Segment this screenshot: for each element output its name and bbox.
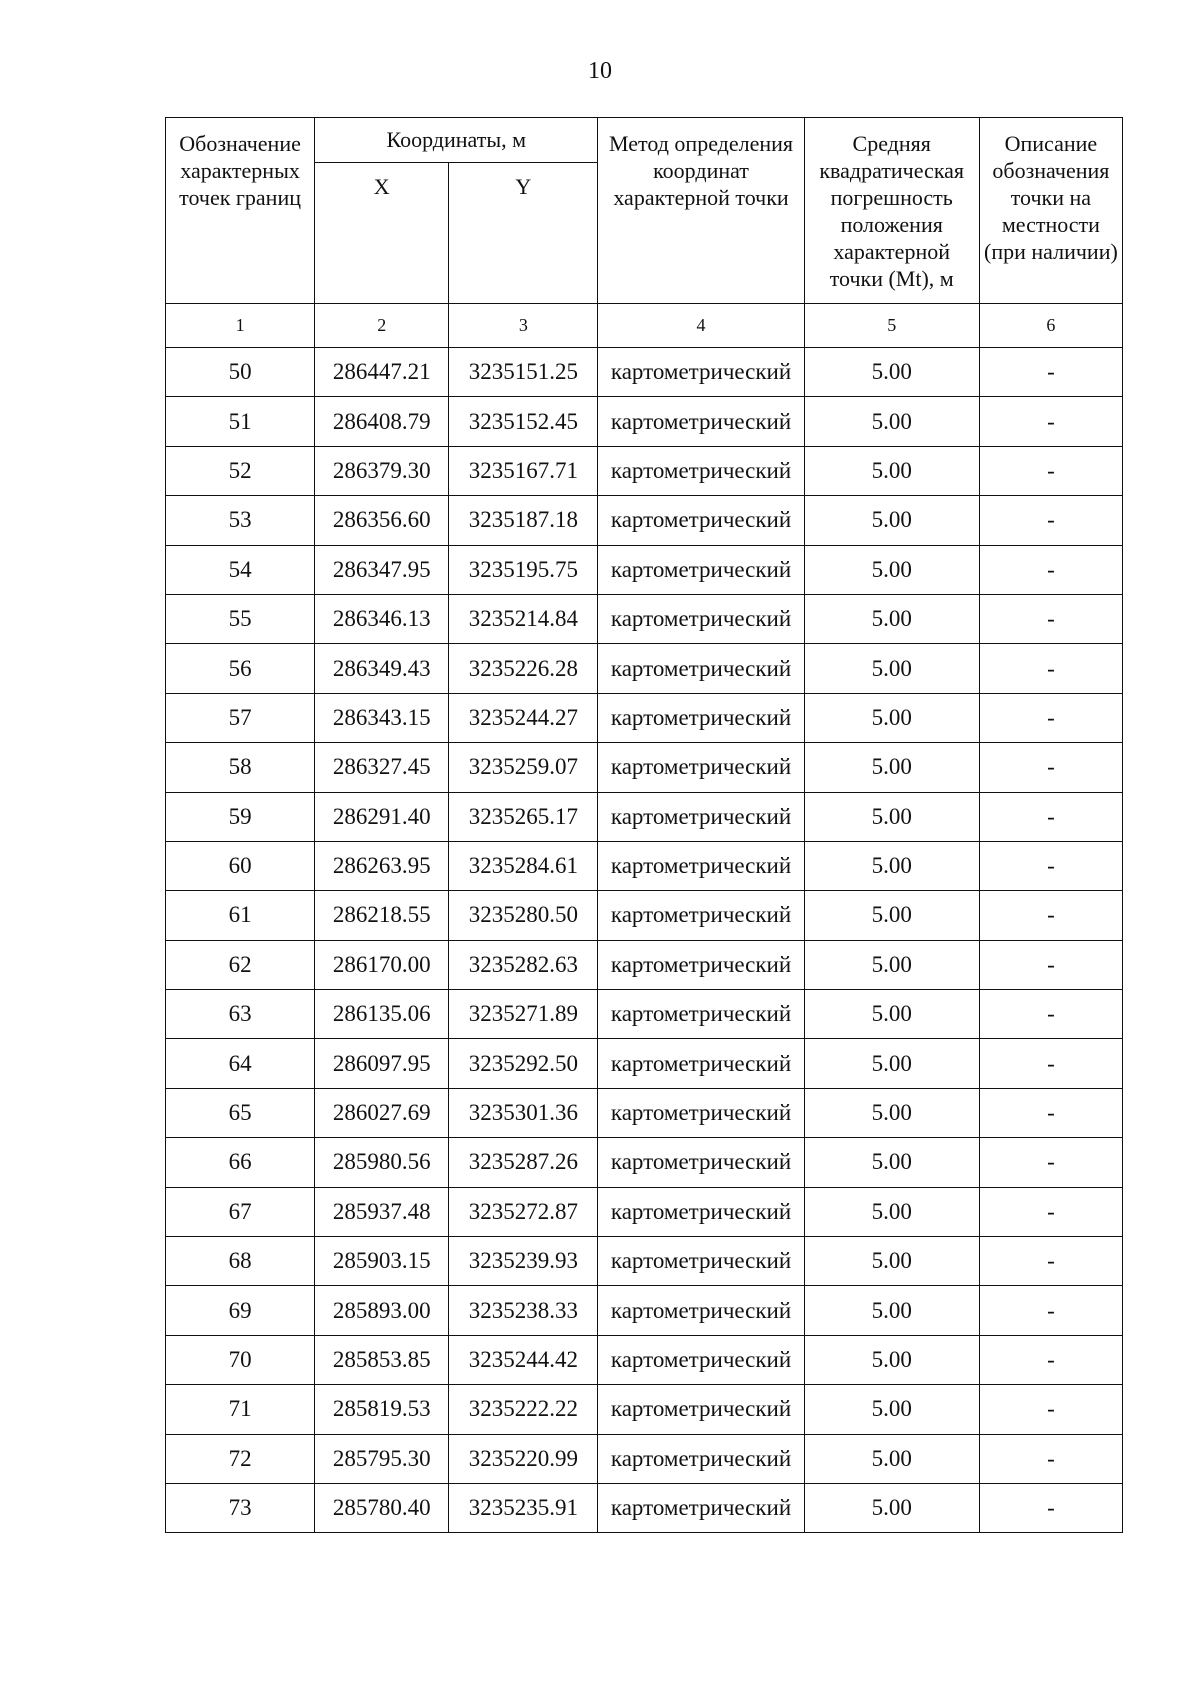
point-number-cell: 57	[166, 693, 315, 742]
error-cell: 5.00	[804, 1335, 979, 1384]
error-cell: 5.00	[804, 397, 979, 446]
table-row	[166, 594, 1123, 643]
x-coordinate-cell: 286218.55	[315, 891, 449, 940]
method-cell: картометрический	[598, 693, 804, 742]
header-error: Средняя квадратическая погрешность положения характерной точки (Mt), м	[804, 118, 979, 304]
error-cell: 5.00	[804, 545, 979, 594]
error-cell: 5.00	[804, 792, 979, 841]
description-cell: -	[979, 545, 1122, 594]
y-coordinate-cell: 3235280.50	[449, 891, 598, 940]
method-cell: картометрический	[598, 1039, 804, 1088]
error-cell: 5.00	[804, 841, 979, 890]
point-number-cell: 73	[166, 1483, 315, 1532]
description-cell: -	[979, 348, 1122, 397]
method-cell: картометрический	[598, 1237, 804, 1286]
y-coordinate-cell: 3235271.89	[449, 990, 598, 1039]
x-coordinate-cell: 286170.00	[315, 940, 449, 989]
method-cell: картометрический	[598, 891, 804, 940]
point-number-cell: 72	[166, 1434, 315, 1483]
header-method: Метод определения координат характерной точки	[598, 118, 804, 304]
table-header	[166, 118, 1123, 304]
description-cell: -	[979, 1483, 1122, 1532]
error-cell: 5.00	[804, 1187, 979, 1236]
x-coordinate-cell: 286346.13	[315, 594, 449, 643]
table-row	[166, 1039, 1123, 1088]
y-coordinate-cell: 3235167.71	[449, 446, 598, 495]
method-cell: картометрический	[598, 841, 804, 890]
point-number-cell: 68	[166, 1237, 315, 1286]
x-coordinate-cell: 286291.40	[315, 792, 449, 841]
y-coordinate-cell: 3235222.22	[449, 1385, 598, 1434]
method-cell: картометрический	[598, 1187, 804, 1236]
coordinates-table-wrapper	[165, 117, 1123, 1533]
error-cell: 5.00	[804, 990, 979, 1039]
description-cell: -	[979, 1039, 1122, 1088]
x-coordinate-cell: 285819.53	[315, 1385, 449, 1434]
description-cell: -	[979, 792, 1122, 841]
point-number-cell: 64	[166, 1039, 315, 1088]
table-row	[166, 990, 1123, 1039]
description-cell: -	[979, 1088, 1122, 1137]
y-coordinate-cell: 3235151.25	[449, 348, 598, 397]
y-coordinate-cell: 3235220.99	[449, 1434, 598, 1483]
point-number-cell: 69	[166, 1286, 315, 1335]
error-cell: 5.00	[804, 348, 979, 397]
table-row	[166, 1335, 1123, 1384]
column-number-cell: 5	[804, 304, 979, 348]
x-coordinate-cell: 285780.40	[315, 1483, 449, 1532]
error-cell: 5.00	[804, 891, 979, 940]
x-coordinate-cell: 286379.30	[315, 446, 449, 495]
table-row	[166, 397, 1123, 446]
error-cell: 5.00	[804, 693, 979, 742]
error-cell: 5.00	[804, 743, 979, 792]
method-cell: картометрический	[598, 644, 804, 693]
method-cell: картометрический	[598, 594, 804, 643]
error-cell: 5.00	[804, 644, 979, 693]
y-coordinate-cell: 3235265.17	[449, 792, 598, 841]
point-number-cell: 61	[166, 891, 315, 940]
header-description: Описание обозначения точки на местности (при наличии)	[979, 118, 1122, 304]
header-point-designation: Обозначение характерных точек границ	[166, 118, 315, 304]
x-coordinate-cell: 286343.15	[315, 693, 449, 742]
x-coordinate-cell: 286447.21	[315, 348, 449, 397]
description-cell: -	[979, 1286, 1122, 1335]
column-number-cell: 2	[315, 304, 449, 348]
coordinates-table	[165, 117, 1123, 1533]
method-cell: картометрический	[598, 1335, 804, 1384]
error-cell: 5.00	[804, 940, 979, 989]
method-cell: картометрический	[598, 348, 804, 397]
header-y: Y	[449, 163, 598, 304]
table-row	[166, 1434, 1123, 1483]
x-coordinate-cell: 286097.95	[315, 1039, 449, 1088]
column-number-cell: 1	[166, 304, 315, 348]
method-cell: картометрический	[598, 940, 804, 989]
x-coordinate-cell: 285795.30	[315, 1434, 449, 1483]
x-coordinate-cell: 285980.56	[315, 1138, 449, 1187]
error-cell: 5.00	[804, 1385, 979, 1434]
table-body	[166, 304, 1123, 1533]
table-row	[166, 446, 1123, 495]
description-cell: -	[979, 1138, 1122, 1187]
point-number-cell: 50	[166, 348, 315, 397]
y-coordinate-cell: 3235287.26	[449, 1138, 598, 1187]
y-coordinate-cell: 3235187.18	[449, 496, 598, 545]
y-coordinate-cell: 3235284.61	[449, 841, 598, 890]
method-cell: картометрический	[598, 397, 804, 446]
description-cell: -	[979, 1187, 1122, 1236]
description-cell: -	[979, 1385, 1122, 1434]
y-coordinate-cell: 3235244.27	[449, 693, 598, 742]
description-cell: -	[979, 891, 1122, 940]
y-coordinate-cell: 3235235.91	[449, 1483, 598, 1532]
error-cell: 5.00	[804, 594, 979, 643]
x-coordinate-cell: 286263.95	[315, 841, 449, 890]
method-cell: картометрический	[598, 990, 804, 1039]
point-number-cell: 71	[166, 1385, 315, 1434]
error-cell: 5.00	[804, 1286, 979, 1335]
y-coordinate-cell: 3235152.45	[449, 397, 598, 446]
description-cell: -	[979, 1237, 1122, 1286]
error-cell: 5.00	[804, 1088, 979, 1137]
x-coordinate-cell: 285893.00	[315, 1286, 449, 1335]
point-number-cell: 66	[166, 1138, 315, 1187]
point-number-cell: 56	[166, 644, 315, 693]
header-coordinates: Координаты, м	[315, 118, 598, 163]
column-number-row	[166, 304, 1123, 348]
method-cell: картометрический	[598, 1088, 804, 1137]
method-cell: картометрический	[598, 446, 804, 495]
description-cell: -	[979, 1335, 1122, 1384]
point-number-cell: 65	[166, 1088, 315, 1137]
description-cell: -	[979, 841, 1122, 890]
point-number-cell: 70	[166, 1335, 315, 1384]
header-x: X	[315, 163, 449, 304]
point-number-cell: 63	[166, 990, 315, 1039]
table-row	[166, 891, 1123, 940]
y-coordinate-cell: 3235272.87	[449, 1187, 598, 1236]
x-coordinate-cell: 286027.69	[315, 1088, 449, 1137]
table-row	[166, 1138, 1123, 1187]
table-row	[166, 644, 1123, 693]
table-row	[166, 1088, 1123, 1137]
y-coordinate-cell: 3235244.42	[449, 1335, 598, 1384]
table-row	[166, 1237, 1123, 1286]
description-cell: -	[979, 990, 1122, 1039]
y-coordinate-cell: 3235226.28	[449, 644, 598, 693]
y-coordinate-cell: 3235214.84	[449, 594, 598, 643]
point-number-cell: 55	[166, 594, 315, 643]
description-cell: -	[979, 446, 1122, 495]
column-number-cell: 6	[979, 304, 1122, 348]
method-cell: картометрический	[598, 743, 804, 792]
y-coordinate-cell: 3235282.63	[449, 940, 598, 989]
method-cell: картометрический	[598, 1286, 804, 1335]
x-coordinate-cell: 286408.79	[315, 397, 449, 446]
table-row	[166, 743, 1123, 792]
point-number-cell: 51	[166, 397, 315, 446]
error-cell: 5.00	[804, 1039, 979, 1088]
description-cell: -	[979, 397, 1122, 446]
point-number-cell: 52	[166, 446, 315, 495]
table-row	[166, 940, 1123, 989]
y-coordinate-cell: 3235238.33	[449, 1286, 598, 1335]
x-coordinate-cell: 286349.43	[315, 644, 449, 693]
table-row	[166, 1187, 1123, 1236]
point-number-cell: 59	[166, 792, 315, 841]
point-number-cell: 58	[166, 743, 315, 792]
method-cell: картометрический	[598, 1483, 804, 1532]
y-coordinate-cell: 3235301.36	[449, 1088, 598, 1137]
method-cell: картометрический	[598, 545, 804, 594]
error-cell: 5.00	[804, 1237, 979, 1286]
description-cell: -	[979, 940, 1122, 989]
description-cell: -	[979, 743, 1122, 792]
error-cell: 5.00	[804, 1138, 979, 1187]
point-number-cell: 53	[166, 496, 315, 545]
column-number-cell: 4	[598, 304, 804, 348]
point-number-cell: 67	[166, 1187, 315, 1236]
y-coordinate-cell: 3235259.07	[449, 743, 598, 792]
table-row	[166, 693, 1123, 742]
table-row	[166, 841, 1123, 890]
x-coordinate-cell: 286356.60	[315, 496, 449, 545]
x-coordinate-cell: 285903.15	[315, 1237, 449, 1286]
method-cell: картометрический	[598, 1138, 804, 1187]
method-cell: картометрический	[598, 792, 804, 841]
y-coordinate-cell: 3235292.50	[449, 1039, 598, 1088]
x-coordinate-cell: 286135.06	[315, 990, 449, 1039]
table-row	[166, 1286, 1123, 1335]
table-row	[166, 1385, 1123, 1434]
error-cell: 5.00	[804, 496, 979, 545]
table-row	[166, 496, 1123, 545]
description-cell: -	[979, 693, 1122, 742]
x-coordinate-cell: 286347.95	[315, 545, 449, 594]
point-number-cell: 54	[166, 545, 315, 594]
description-cell: -	[979, 1434, 1122, 1483]
error-cell: 5.00	[804, 446, 979, 495]
x-coordinate-cell: 285937.48	[315, 1187, 449, 1236]
column-number-cell: 3	[449, 304, 598, 348]
method-cell: картометрический	[598, 1385, 804, 1434]
page-number: 10	[588, 58, 612, 84]
description-cell: -	[979, 496, 1122, 545]
point-number-cell: 60	[166, 841, 315, 890]
table-row	[166, 792, 1123, 841]
x-coordinate-cell: 286327.45	[315, 743, 449, 792]
x-coordinate-cell: 285853.85	[315, 1335, 449, 1384]
method-cell: картометрический	[598, 496, 804, 545]
y-coordinate-cell: 3235195.75	[449, 545, 598, 594]
error-cell: 5.00	[804, 1434, 979, 1483]
point-number-cell: 62	[166, 940, 315, 989]
table-row	[166, 348, 1123, 397]
description-cell: -	[979, 594, 1122, 643]
y-coordinate-cell: 3235239.93	[449, 1237, 598, 1286]
method-cell: картометрический	[598, 1434, 804, 1483]
error-cell: 5.00	[804, 1483, 979, 1532]
table-row	[166, 1483, 1123, 1532]
table-row	[166, 545, 1123, 594]
description-cell: -	[979, 644, 1122, 693]
